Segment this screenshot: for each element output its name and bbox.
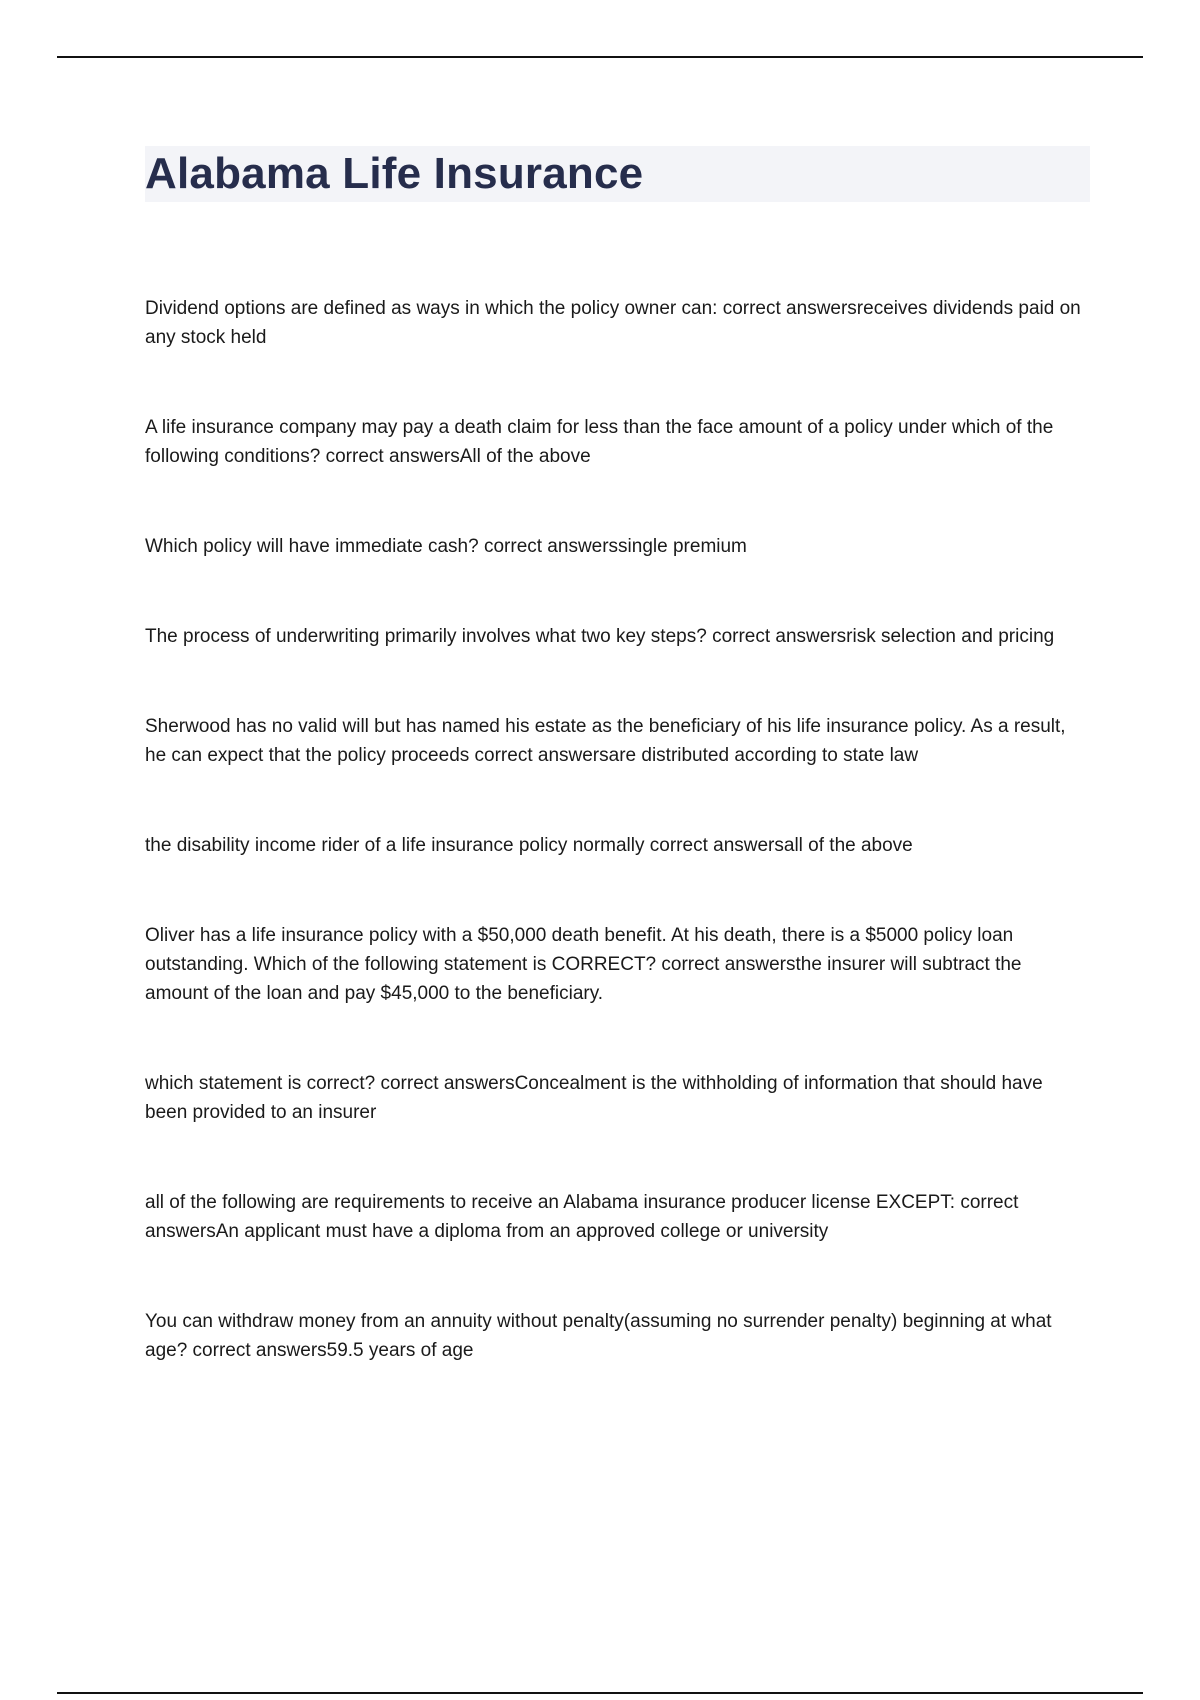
qa-item: Oliver has a life insurance policy with a $50,000 death benefit. At his death, there is a $5000 policy loan outstanding. Which of the following statement is CORRECT? correct answersthe insurer will subtract the amount of the loan and pay $45,000 to the beneficiary. (145, 925, 1022, 1004)
document-body (145, 146, 1090, 1426)
bottom-rule (57, 1692, 1143, 1694)
qa-item: the disability income rider of a life insurance policy normally correct answersall of the above (145, 835, 913, 856)
qa-list (145, 294, 1090, 1365)
page-title: Alabama Life Insurance (145, 149, 644, 198)
qa-item: Which policy will have immediate cash? correct answerssingle premium (145, 536, 747, 557)
qa-item: all of the following are requirements to receive an Alabama insurance producer license EXCEPT: correct answersAn applicant must have a diploma from an approved college or university (145, 1192, 1019, 1242)
qa-item: which statement is correct? correct answersConcealment is the withholding of information that should have been provided to an insurer (145, 1073, 1043, 1123)
top-rule (57, 56, 1143, 58)
qa-item: A life insurance company may pay a death claim for less than the face amount of a policy under which of the following conditions? correct answersAll of the above (145, 417, 1054, 467)
qa-item: Dividend options are defined as ways in which the policy owner can: correct answersreceives dividends paid on any stock held (145, 298, 1081, 348)
title-band (145, 146, 1090, 202)
qa-item: The process of underwriting primarily involves what two key steps? correct answersrisk selection and pricing (145, 626, 1055, 647)
qa-item: Sherwood has no valid will but has named his estate as the beneficiary of his life insurance policy. As a result, he can expect that the policy proceeds correct answersare distributed according to state law (145, 716, 1066, 766)
qa-item: You can withdraw money from an annuity without penalty(assuming no surrender penalty) beginning at what age? correct answers59.5 years of age (145, 1311, 1052, 1361)
